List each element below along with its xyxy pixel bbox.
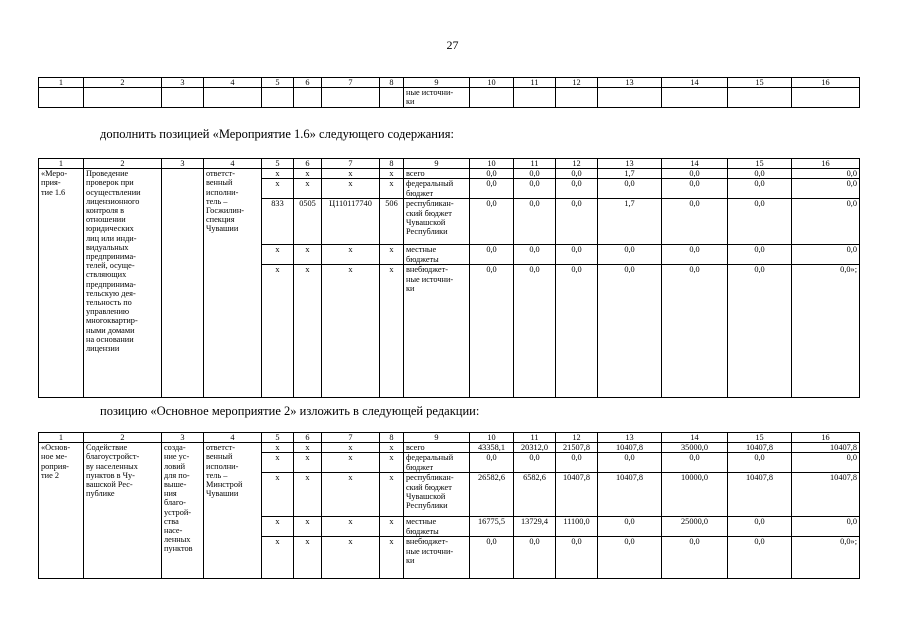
- amount-cell: 0,0: [598, 245, 662, 265]
- amount-cell: 26582,6: [470, 473, 514, 517]
- amount-cell: 10407,8: [556, 473, 598, 517]
- amount-cell: 20312,0: [514, 443, 556, 453]
- budget-code-cell: x: [380, 537, 404, 579]
- funding-source-cell: федеральный бюджет: [404, 453, 470, 473]
- amount-cell: 0,0: [470, 179, 514, 199]
- amount-cell: 10407,8: [792, 443, 860, 453]
- column-number: 16: [792, 78, 860, 88]
- budget-code-cell: x: [262, 517, 294, 537]
- column-number: 13: [598, 433, 662, 443]
- funding-source-cell: республикан- ский бюджет Чувашской Республики: [404, 473, 470, 517]
- amount-cell: 0,0: [792, 453, 860, 473]
- funding-source-cell: всего: [404, 169, 470, 179]
- amount-cell: 0,0: [514, 179, 556, 199]
- budget-code-cell: x: [294, 537, 322, 579]
- amount-cell: 16775,5: [470, 517, 514, 537]
- funding-source-cell: внебюджет- ные источни- ки: [404, 537, 470, 579]
- amount-cell: 0,0: [470, 537, 514, 579]
- column-number: 9: [404, 159, 470, 169]
- column-number: 12: [556, 159, 598, 169]
- funding-source-cell: местные бюджеты: [404, 245, 470, 265]
- column-number: 12: [556, 433, 598, 443]
- column-number: 1: [39, 159, 84, 169]
- budget-code-cell: x: [322, 443, 380, 453]
- amount-cell: 0,0: [728, 169, 792, 179]
- measure-name-cell: Проведение проверок при осуществлении лицензионного контроля в отношении юридических лиц или инди- видуальных предпринима- телей, осуще- ствляющих предпринима- тельскую дея- тельность по управлению многоквартир- ными домами на основании лицензии: [84, 169, 162, 398]
- column-number: 3: [162, 78, 204, 88]
- amount-cell: 0,0: [662, 537, 728, 579]
- column-number: 16: [792, 433, 860, 443]
- budget-code-cell: x: [262, 265, 294, 398]
- column-number: 16: [792, 159, 860, 169]
- column-number: 15: [728, 78, 792, 88]
- table-row: [39, 88, 860, 107]
- amount-cell: 0,0: [514, 199, 556, 245]
- budget-code-cell: x: [262, 179, 294, 199]
- amount-cell: 0,0: [792, 199, 860, 245]
- budget-code-cell: x: [322, 453, 380, 473]
- budget-code-cell: x: [380, 245, 404, 265]
- column-number: 13: [598, 159, 662, 169]
- measure-number-cell: «Меро- прия- тие 1.6: [39, 169, 84, 398]
- table-row: [39, 169, 860, 179]
- amount-cell: 0,0: [514, 245, 556, 265]
- budget-code-cell: 833: [262, 199, 294, 245]
- amount-cell: 0,0: [792, 245, 860, 265]
- budget-code-cell: x: [380, 473, 404, 517]
- amount-cell: 1,7: [598, 199, 662, 245]
- amount-cell: 0,0: [728, 265, 792, 398]
- amount-cell: 0,0: [598, 453, 662, 473]
- budget-code-cell: x: [262, 473, 294, 517]
- column-number: 12: [556, 78, 598, 88]
- budget-code-cell: x: [380, 453, 404, 473]
- budget-code-cell: x: [380, 517, 404, 537]
- column-number: 5: [262, 78, 294, 88]
- column-number: 11: [514, 78, 556, 88]
- column-number: 3: [162, 159, 204, 169]
- column-number: 14: [662, 433, 728, 443]
- amount-cell: 10000,0: [662, 473, 728, 517]
- column-number: 1: [39, 78, 84, 88]
- budget-code-cell: x: [294, 453, 322, 473]
- amount-cell: 35000,0: [662, 443, 728, 453]
- budget-code-cell: x: [262, 537, 294, 579]
- budget-code-cell: x: [262, 169, 294, 179]
- budget-code-cell: x: [294, 169, 322, 179]
- amount-cell: 0,0: [728, 517, 792, 537]
- amount-cell: 0,0: [514, 453, 556, 473]
- amount-cell: 1,7: [598, 169, 662, 179]
- column-number: 13: [598, 78, 662, 88]
- amount-cell: 0,0: [598, 179, 662, 199]
- budget-code-cell: x: [262, 453, 294, 473]
- column-number: 4: [204, 78, 262, 88]
- measure-goal-cell: [162, 169, 204, 398]
- amount-cell: 0,0: [514, 265, 556, 398]
- amount-cell: 0,0: [728, 245, 792, 265]
- amount-cell: 0,0»;: [792, 265, 860, 398]
- funding-source-cell: внебюджет- ные источни- ки: [404, 265, 470, 398]
- amount-cell: 0,0: [598, 537, 662, 579]
- funding-source-cell: всего: [404, 443, 470, 453]
- column-number: 8: [380, 433, 404, 443]
- amount-cell: 10407,8: [728, 473, 792, 517]
- amount-cell: 0,0: [662, 169, 728, 179]
- column-number-row: [39, 78, 860, 88]
- amount-cell: 21507,8: [556, 443, 598, 453]
- amount-cell: 10407,8: [598, 473, 662, 517]
- budget-code-cell: x: [380, 443, 404, 453]
- column-number: 2: [84, 78, 162, 88]
- budget-code-cell: x: [294, 517, 322, 537]
- amount-cell: 0,0: [514, 537, 556, 579]
- budget-code-cell: x: [294, 473, 322, 517]
- amount-cell: 0,0: [662, 265, 728, 398]
- amount-cell: 0,0: [470, 453, 514, 473]
- responsible-executor-cell: ответст- венный исполни- тель – Госжилин- спекция Чувашии: [204, 169, 262, 398]
- amount-cell: 0,0: [556, 179, 598, 199]
- measure-number-cell: «Основ- ное ме- роприя- тие 2: [39, 443, 84, 579]
- amount-cell: 0,0: [556, 169, 598, 179]
- amount-cell: 10407,8: [598, 443, 662, 453]
- source-cell: ные источни- ки: [404, 88, 470, 107]
- amount-cell: 0,0: [556, 245, 598, 265]
- column-number: 8: [380, 159, 404, 169]
- table-main-measure-2: [38, 432, 860, 579]
- column-number: 4: [204, 433, 262, 443]
- budget-code-cell: x: [380, 169, 404, 179]
- amount-cell: 0,0: [662, 453, 728, 473]
- amount-cell: 0,0: [728, 537, 792, 579]
- column-number: 8: [380, 78, 404, 88]
- column-number: 1: [39, 433, 84, 443]
- amount-cell: 25000,0: [662, 517, 728, 537]
- amount-cell: 0,0: [556, 453, 598, 473]
- column-number: 7: [322, 78, 380, 88]
- budget-code-cell: x: [380, 265, 404, 398]
- amount-cell: 0,0: [792, 169, 860, 179]
- column-number: 10: [470, 159, 514, 169]
- column-number: 3: [162, 433, 204, 443]
- amount-cell: 0,0: [728, 199, 792, 245]
- budget-code-cell: x: [294, 179, 322, 199]
- amount-cell: 0,0: [470, 169, 514, 179]
- column-number: 6: [294, 159, 322, 169]
- budget-code-cell: x: [322, 265, 380, 398]
- amount-cell: 10407,8: [728, 443, 792, 453]
- amount-cell: 10407,8: [792, 473, 860, 517]
- budget-code-cell: x: [322, 179, 380, 199]
- column-number: 14: [662, 78, 728, 88]
- funding-source-cell: федеральный бюджет: [404, 179, 470, 199]
- amount-cell: 0,0»;: [792, 537, 860, 579]
- budget-code-cell: x: [322, 245, 380, 265]
- column-number: 10: [470, 78, 514, 88]
- budget-code-cell: x: [380, 179, 404, 199]
- measure-goal-cell: созда- ние ус- ловий для по- выше- ния благо- устрой- ства насе- ленных пунктов: [162, 443, 204, 579]
- column-number: 6: [294, 433, 322, 443]
- amount-cell: 0,0: [728, 179, 792, 199]
- budget-code-cell: Ц110117740: [322, 199, 380, 245]
- amount-cell: 0,0: [598, 517, 662, 537]
- amount-cell: 0,0: [662, 199, 728, 245]
- funding-source-cell: республикан- ский бюджет Чувашской Республики: [404, 199, 470, 245]
- column-number: 11: [514, 159, 556, 169]
- budget-code-cell: x: [322, 473, 380, 517]
- table-row: [39, 443, 860, 453]
- column-number: 5: [262, 159, 294, 169]
- amount-cell: 0,0: [514, 169, 556, 179]
- table-measure-1-6: [38, 158, 860, 398]
- column-number-row: [39, 433, 860, 443]
- amount-cell: 0,0: [470, 199, 514, 245]
- budget-code-cell: x: [294, 245, 322, 265]
- amount-cell: 0,0: [556, 537, 598, 579]
- amount-cell: 0,0: [662, 179, 728, 199]
- amount-cell: 0,0: [598, 265, 662, 398]
- budget-code-cell: x: [262, 443, 294, 453]
- amount-cell: 0,0: [556, 265, 598, 398]
- table-continuation: [38, 77, 860, 108]
- amount-cell: 0,0: [556, 199, 598, 245]
- amount-cell: 0,0: [470, 265, 514, 398]
- amount-cell: 0,0: [662, 245, 728, 265]
- column-number: 10: [470, 433, 514, 443]
- column-number: 6: [294, 78, 322, 88]
- amount-cell: 0,0: [792, 517, 860, 537]
- budget-code-cell: x: [294, 265, 322, 398]
- amount-cell: 0,0: [470, 245, 514, 265]
- budget-code-cell: x: [322, 537, 380, 579]
- column-number: 9: [404, 433, 470, 443]
- budget-code-cell: 506: [380, 199, 404, 245]
- column-number: 2: [84, 159, 162, 169]
- heading-1: дополнить позицией «Мероприятие 1.6» следующего содержания:: [100, 127, 454, 141]
- column-number: 2: [84, 433, 162, 443]
- column-number: 7: [322, 433, 380, 443]
- column-number: 5: [262, 433, 294, 443]
- amount-cell: 6582,6: [514, 473, 556, 517]
- amount-cell: 11100,0: [556, 517, 598, 537]
- page-number: 27: [446, 38, 459, 52]
- budget-code-cell: x: [322, 169, 380, 179]
- column-number: 15: [728, 159, 792, 169]
- column-number: 15: [728, 433, 792, 443]
- measure-name-cell: Содействие благоустройст- ву населенных пунктов в Чу- вашской Рес- публике: [84, 443, 162, 579]
- heading-2: позицию «Основное мероприятие 2» изложить в следующей редакции:: [100, 404, 480, 418]
- column-number-row: [39, 159, 860, 169]
- column-number: 11: [514, 433, 556, 443]
- budget-code-cell: x: [294, 443, 322, 453]
- budget-code-cell: 0505: [294, 199, 322, 245]
- budget-code-cell: x: [322, 517, 380, 537]
- budget-code-cell: x: [262, 245, 294, 265]
- column-number: 14: [662, 159, 728, 169]
- amount-cell: 0,0: [792, 179, 860, 199]
- column-number: 4: [204, 159, 262, 169]
- column-number: 7: [322, 159, 380, 169]
- amount-cell: 0,0: [728, 453, 792, 473]
- amount-cell: 43358,1: [470, 443, 514, 453]
- responsible-executor-cell: ответст- венный исполни- тель – Минстрой Чувашии: [204, 443, 262, 579]
- funding-source-cell: местные бюджеты: [404, 517, 470, 537]
- column-number: 9: [404, 78, 470, 88]
- amount-cell: 13729,4: [514, 517, 556, 537]
